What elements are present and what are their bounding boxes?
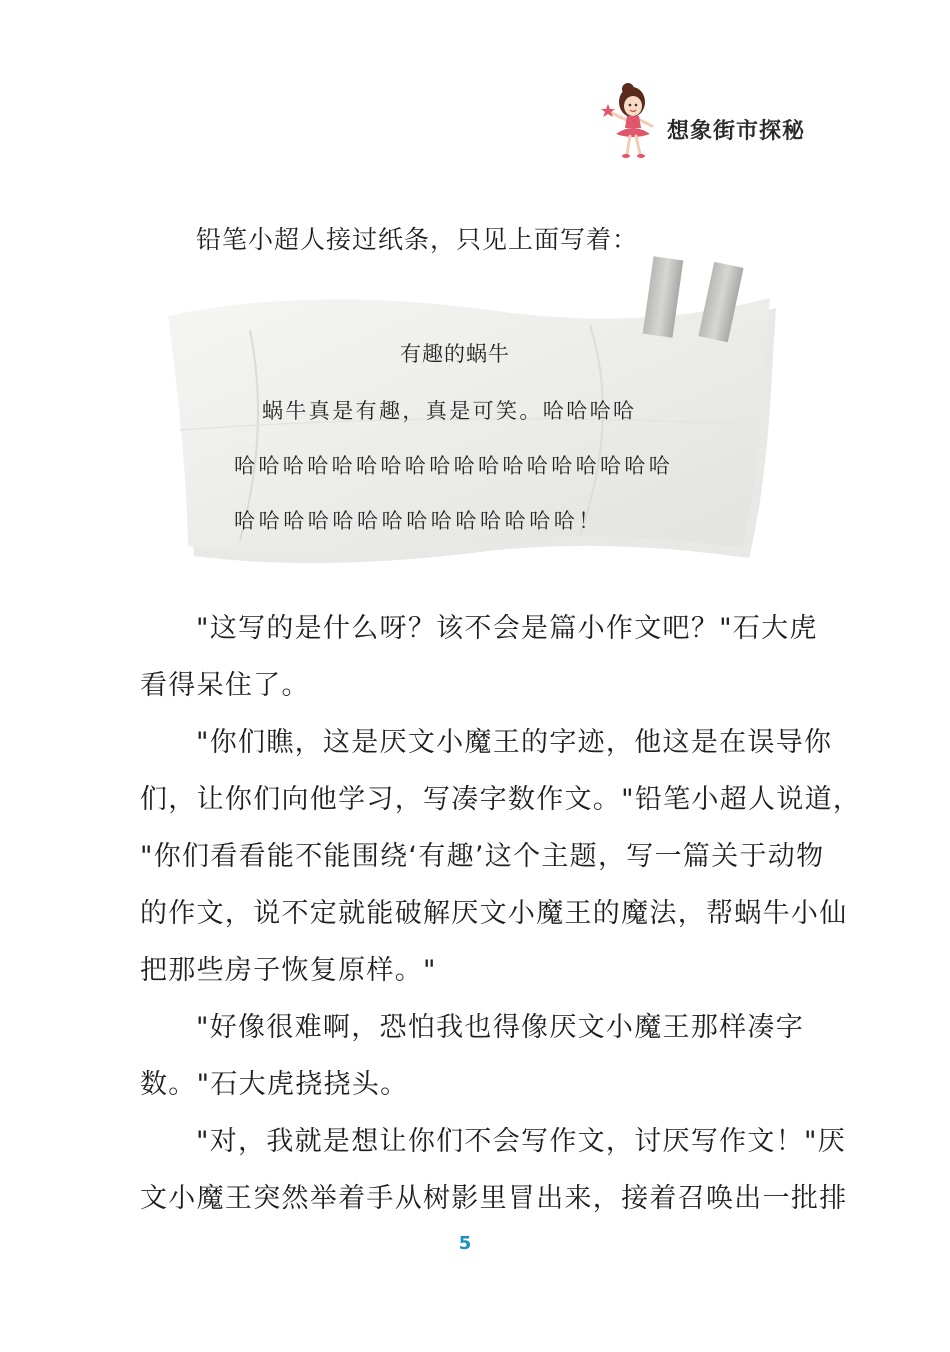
- body-line: 数。"石大虎挠挠头。: [140, 1069, 409, 1100]
- body-line: 的作文，说不定就能破解厌文小魔王的魔法，帮蜗牛小仙: [140, 898, 848, 929]
- note-line: 哈哈哈哈哈哈哈哈哈哈哈哈哈哈！: [234, 509, 603, 533]
- body-line: "这写的是什么呀？该不会是篇小作文吧？"石大虎: [196, 613, 818, 644]
- body-line: "对，我就是想让你们不会写作文，讨厌写作文！"厌: [196, 1126, 847, 1157]
- body-line: 们，让你们向他学习，写凑字数作文。"铅笔小超人说道，: [140, 784, 862, 815]
- book-title: 想象街市探秘: [667, 119, 806, 144]
- note-line: 蜗牛真是有趣，真是可笑。哈哈哈哈: [262, 399, 637, 423]
- body-line: "你们瞧，这是厌文小魔王的字迹，他这是在误导你: [196, 727, 833, 758]
- body-line: "好像很难啊，恐怕我也得像厌文小魔王那样凑字: [196, 1012, 805, 1043]
- page-number: 5: [458, 1233, 472, 1254]
- ballerina-mascot-icon: [600, 82, 660, 162]
- note-line: 哈哈哈哈哈哈哈哈哈哈哈哈哈哈哈哈哈哈: [234, 454, 674, 478]
- body-line: 文小魔王突然举着手从树影里冒出来，接着召唤出一批排: [140, 1183, 848, 1214]
- body-line: "你们看看能不能围绕‘有趣’这个主题，写一篇关于动物: [140, 841, 825, 872]
- intro-text: 铅笔小超人接过纸条，只见上面写着：: [196, 225, 639, 254]
- paper-note: [160, 250, 780, 570]
- note-title: 有趣的蜗牛: [400, 342, 510, 366]
- body-line: 看得呆住了。: [140, 670, 310, 701]
- body-line: 把那些房子恢复原样。": [140, 955, 437, 986]
- page-header: [600, 82, 820, 162]
